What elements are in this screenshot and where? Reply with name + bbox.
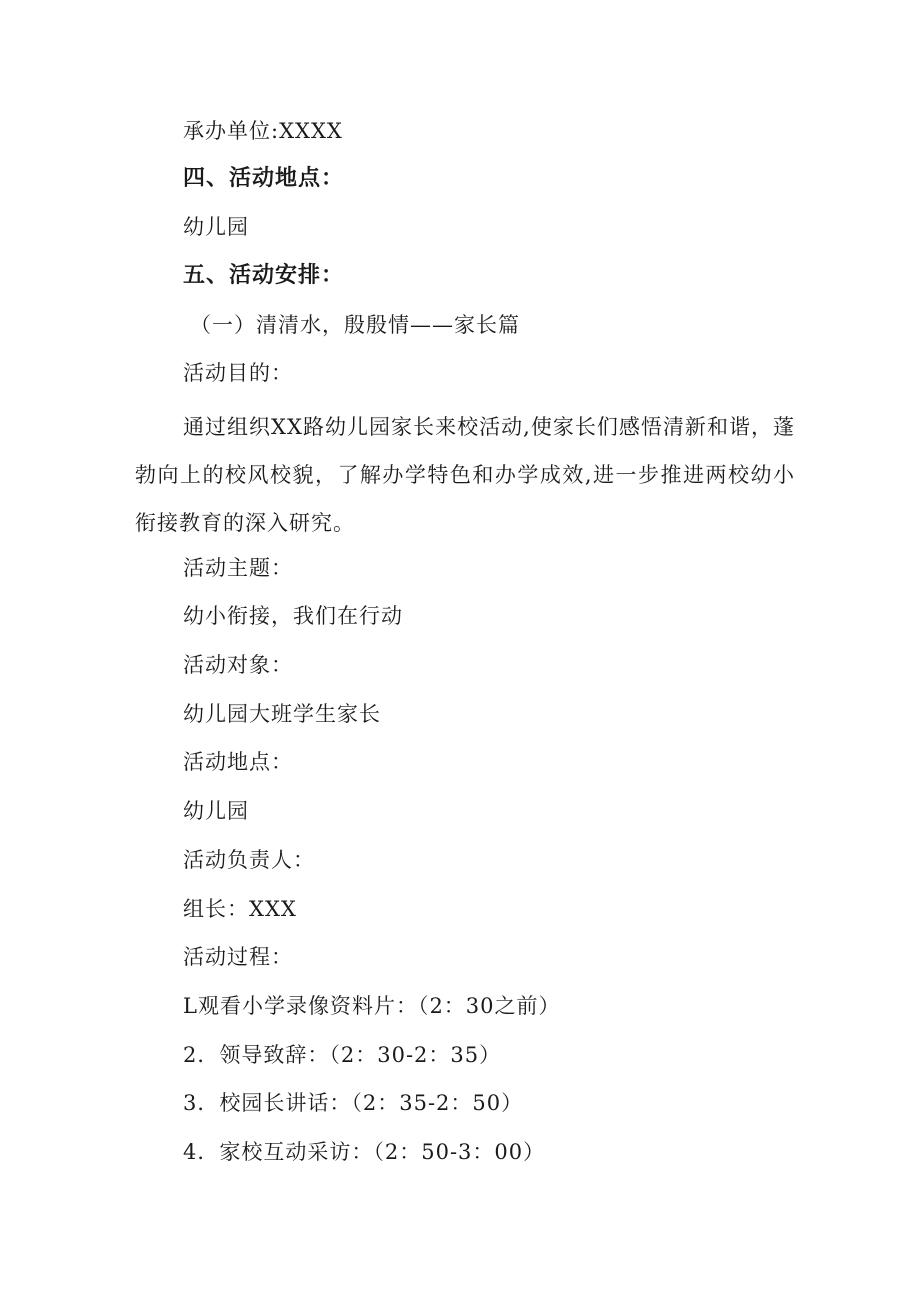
purpose-label: 活动目的： <box>183 361 293 385</box>
target-label: 活动对象： <box>183 653 293 677</box>
place-label: 活动地点： <box>183 750 293 774</box>
target-value: 幼儿园大班学生家长 <box>183 702 381 726</box>
section-4-value: 幼儿园 <box>183 215 249 239</box>
process-label: 活动过程： <box>183 945 293 969</box>
process-step-1: L观看小学录像资料片：（2：30之前） <box>183 994 561 1018</box>
theme-value: 幼小衔接，我们在行动 <box>183 604 403 628</box>
section-5-heading: 五、活动安排： <box>183 263 345 288</box>
leader-label: 活动负责人： <box>183 848 315 872</box>
purpose-paragraph: 通过组织XX路幼儿园家长来校活动,使家长们感悟清新和谐，蓬勃向上的校风校貌，了解办学特色和办学成效,进一步推进两校幼小衔接教育的深入研究。 <box>135 415 795 535</box>
process-step-3: 3．校园长讲话：（2：35-2：50） <box>183 1091 524 1115</box>
organizer-line: 承办单位:XXXX <box>183 119 343 143</box>
place-value: 幼儿园 <box>183 799 249 823</box>
theme-label: 活动主题： <box>183 556 293 580</box>
section-4-heading: 四、活动地点： <box>183 166 345 191</box>
leader-value: 组长：XXX <box>183 897 297 921</box>
subsection-1-title: （一）清清水，殷殷情——家长篇 <box>190 313 520 337</box>
process-step-4: 4．家校互动采访：（2：50-3：00） <box>183 1140 546 1164</box>
process-step-2: 2．领导致辞：（2：30-2：35） <box>183 1043 502 1067</box>
